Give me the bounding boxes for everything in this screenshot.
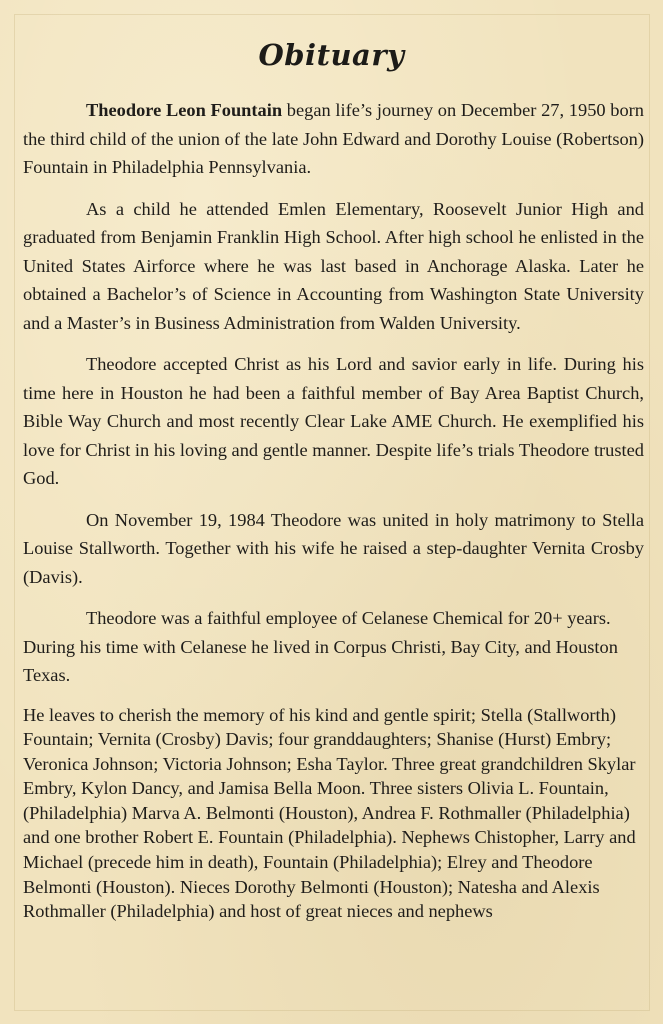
paragraph-survivors: He leaves to cherish the memory of his kind and gentle spirit; Stella (Stallworth) Fountain; Vernita (Crosby) Davis; four granddaughters; Shanise (Hurst) Embry; Veronica Johnson; Victoria Johnson; Esha Taylor. Three great grandchildren Skylar Embry, Kylon Dancy, and Jamisa Bella Moon. Three sisters Olivia L. Fountain, (Philadelphia) Marva A. Belmonti (Houston), Andrea F. Rothmaller (Philadelphia) and one brother Robert E. Fountain (Philadelphia). Nephews Chistopher, Larry and Michael (precede him in death), Fountain (Philadelphia); Elrey and Theodore Belmonti (Houston). Nieces Dorothy Belmonti (Houston); Natesha and Alexis Rothmaller (Philadelphia) and host of great nieces and nephews — [23, 704, 636, 922]
obituary-body — [23, 96, 644, 937]
paragraph-faith: Theodore accepted Christ as his Lord and savior early in life. During his time here in Houston he had been a faithful member of Bay Area Baptist Church, Bible Way Church and most recently Clear Lake AME Church. He exemplified his love for Christ in his loving and gentle manner. Despite life’s trials Theodore trusted God. — [23, 354, 644, 488]
paragraph-career: Theodore was a faithful employee of Celanese Chemical for 20+ years. During his time with Celanese he lived in Corpus Christi, Bay City, and Houston Texas. — [23, 608, 618, 685]
paragraph-education: As a child he attended Emlen Elementary, Roosevelt Junior High and graduated from Benjamin Franklin High School. After high school he enlisted in the United States Airforce where he was last based in Anchorage Alaska. Later he obtained a Bachelor’s of Science in Accounting from Washington State University and a Master’s in Business Administration from Walden University. — [23, 198, 644, 333]
paragraph-birth — [23, 96, 644, 182]
paragraph-marriage: On November 19, 1984 Theodore was united in holy matrimony to Stella Louise Stallworth. Together with his wife he raised a step-daughter Vernita Crosby (Davis). — [23, 509, 644, 587]
page-title: Obituary — [258, 38, 405, 72]
deceased-name: Theodore Leon Fountain — [86, 100, 283, 120]
paragraph-birth-text: began life’s journey on December 27, 1950 born the third child of the union of the late John Edward and Dorothy Louise (Robertson) Fountain in Philadelphia Pennsylvania. — [23, 100, 644, 177]
